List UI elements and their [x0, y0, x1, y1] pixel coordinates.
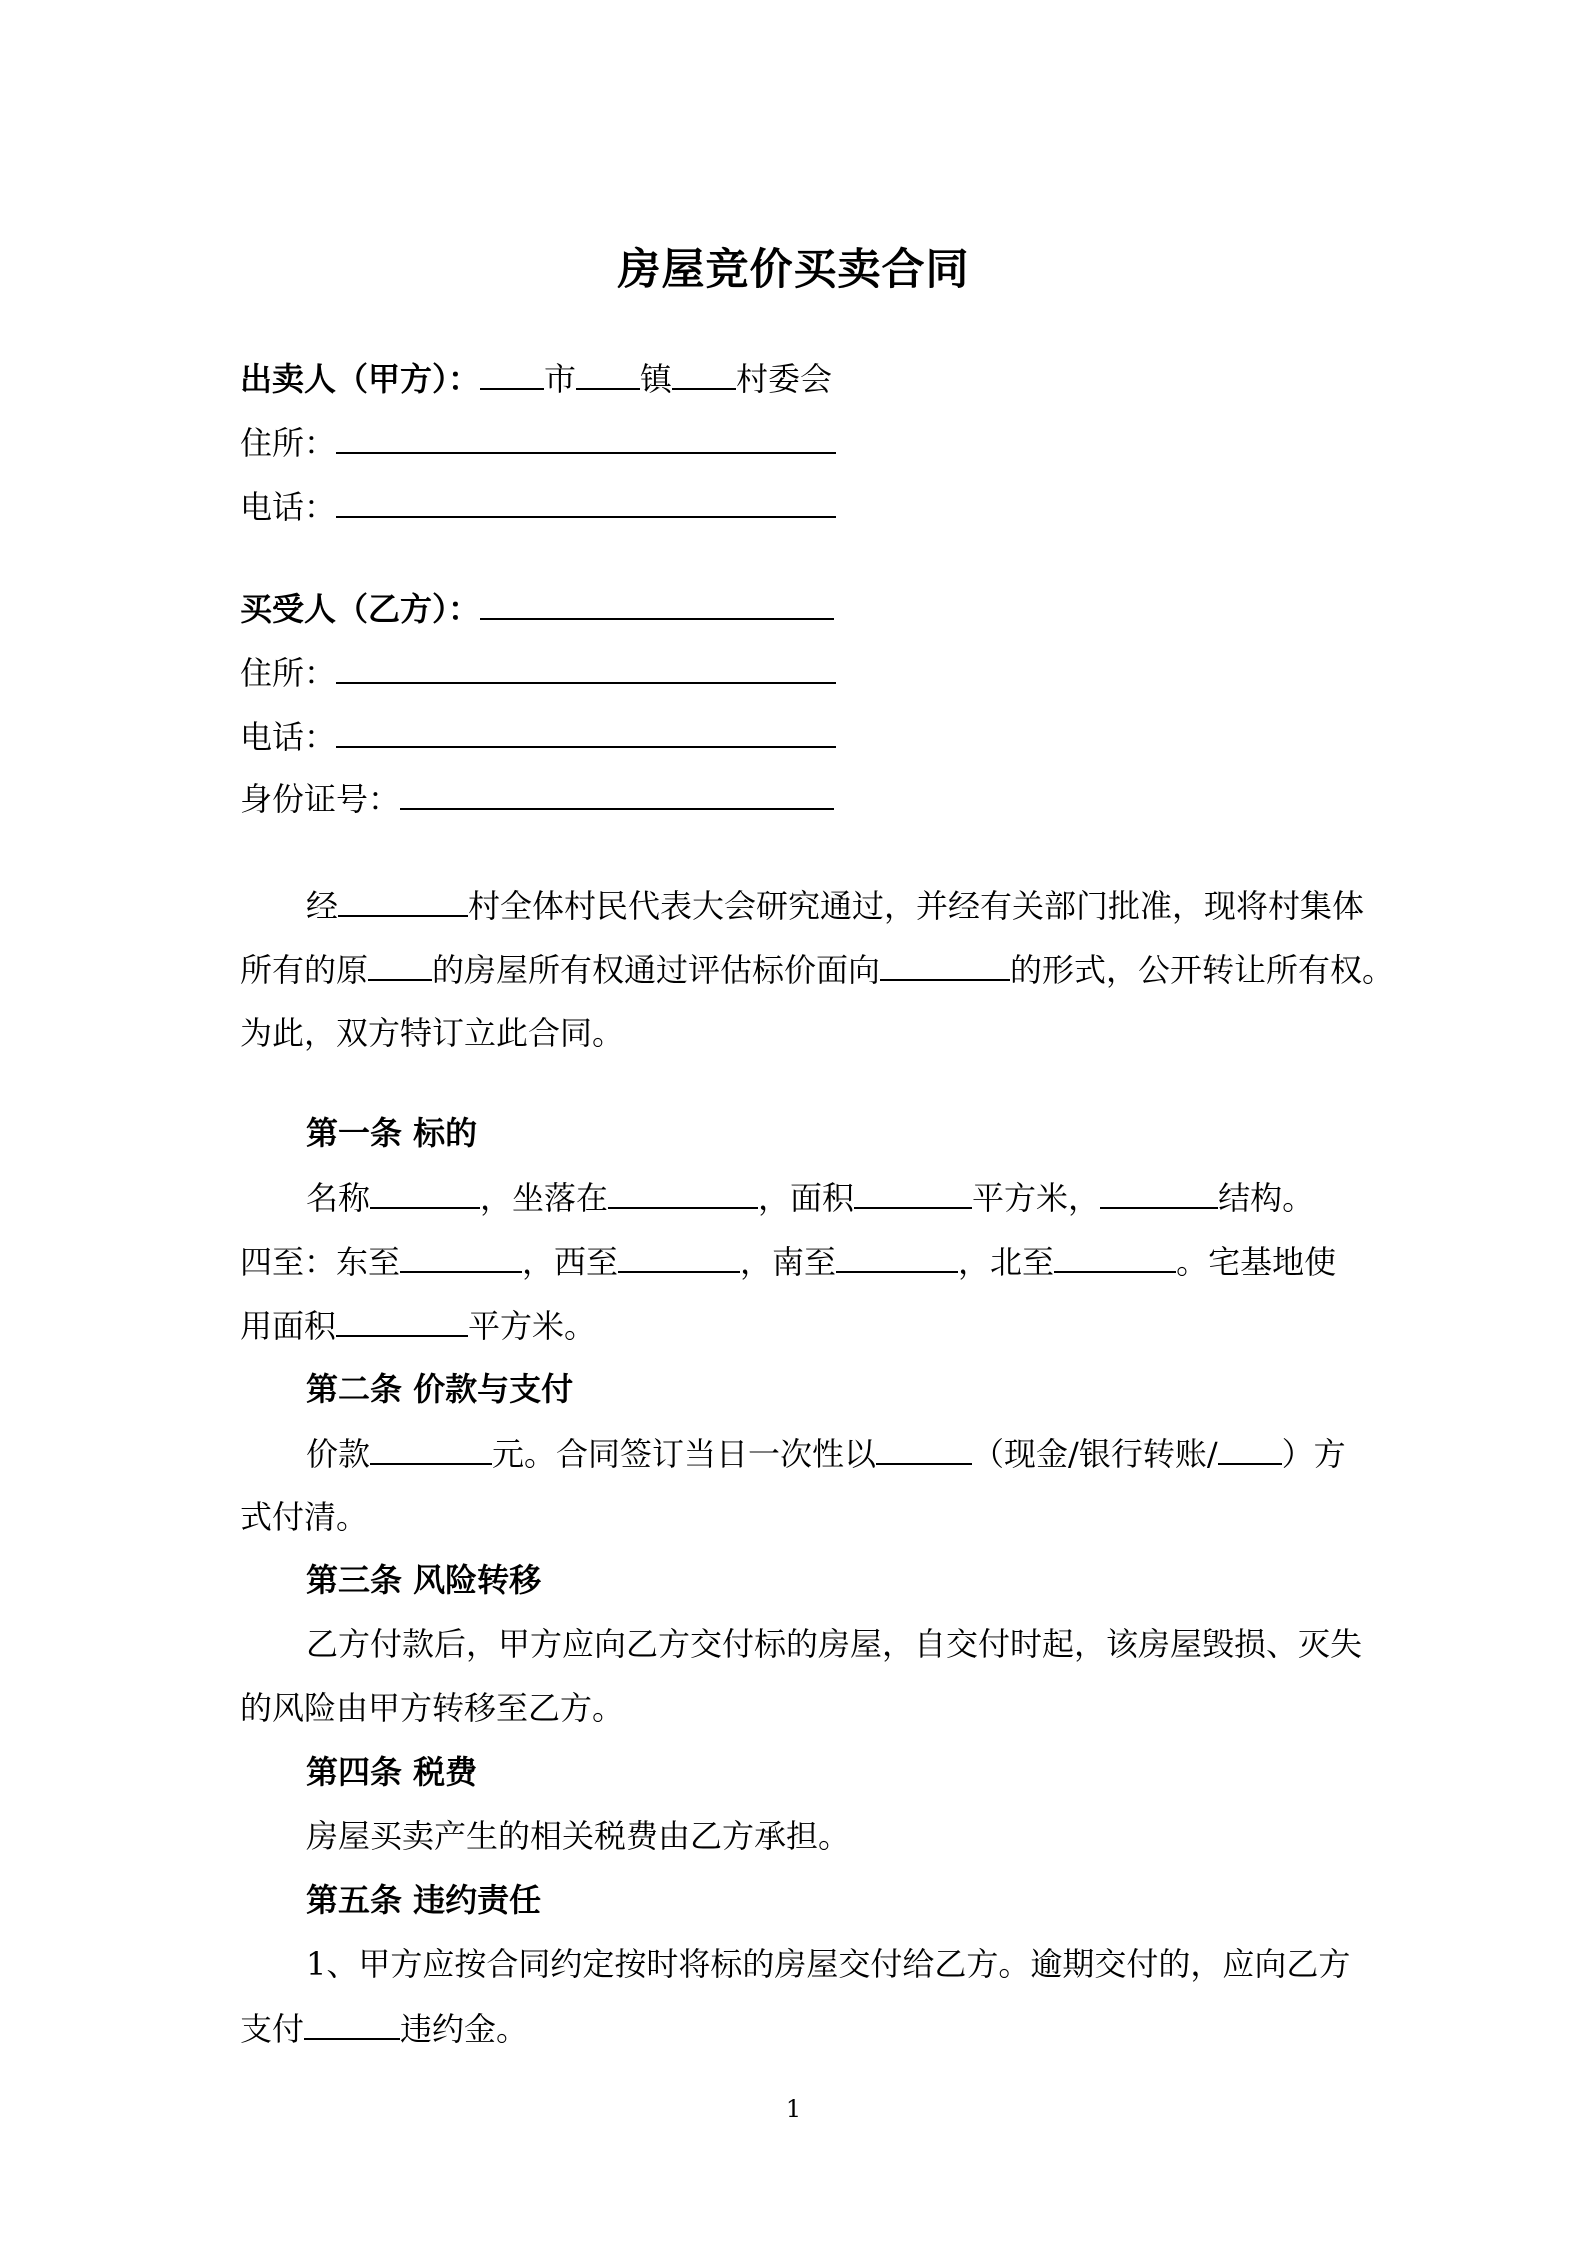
- east-blank: [400, 1241, 522, 1273]
- article-5-line-2: [240, 2008, 528, 2049]
- preamble-text: 的形式，公开转让所有权。: [1010, 951, 1395, 989]
- west-blank: [618, 1241, 740, 1273]
- article-text: ，面积: [758, 1179, 855, 1217]
- buyer-phone-blank: [336, 716, 836, 748]
- preamble-line-3: 为此，双方特订立此合同。: [240, 1014, 625, 1052]
- article-text: 平方米。: [468, 1307, 597, 1345]
- preamble-text: 经: [306, 887, 339, 925]
- seller-address-label: 住所：: [240, 424, 337, 462]
- article-text: 元。合同签订当日一次性以: [492, 1435, 877, 1473]
- article-3-line-2: 的风险由甲方转移至乙方。: [240, 1689, 625, 1727]
- town-blank: [576, 358, 640, 390]
- article-4-heading: 第四条 税费: [306, 1753, 478, 1791]
- article-5-line-1: 1、甲方应按合同约定按时将标的房屋交付给乙方。逾期交付的，应向乙方: [306, 1945, 1351, 1983]
- buyer-address-blank: [336, 652, 836, 684]
- village-name-blank: [338, 885, 468, 917]
- preamble-text: 所有的原: [240, 951, 369, 989]
- article-text: 。宅基地使: [1176, 1243, 1337, 1281]
- seller-address-blank: [336, 422, 836, 454]
- buyer-address-line: [240, 652, 836, 693]
- article-text: ，西至: [522, 1243, 619, 1281]
- buyer-phone-line: [240, 716, 836, 757]
- article-1-line-2: [240, 1241, 1336, 1282]
- town-suffix: 镇: [640, 360, 673, 398]
- article-3-line-1: 乙方付款后，甲方应向乙方交付标的房屋，自交付时起，该房屋毁损、灭失: [306, 1625, 1363, 1663]
- audience-blank: [880, 949, 1010, 981]
- payment-method-blank: [876, 1433, 972, 1465]
- preamble-line-1: [306, 885, 1364, 926]
- article-2-line-1: [306, 1433, 1346, 1474]
- buyer-id-line: [240, 778, 834, 819]
- article-text: 支付: [240, 2010, 305, 2048]
- article-text: 四至：东至: [240, 1243, 401, 1281]
- article-1-line-3: [240, 1305, 596, 1346]
- article-5-heading: 第五条 违约责任: [306, 1881, 542, 1919]
- seller-line: [240, 358, 832, 399]
- village-blank: [672, 358, 736, 390]
- article-1-line-1: [306, 1177, 1314, 1218]
- buyer-label: 买受人（乙方）：: [240, 590, 481, 628]
- article-2-heading: 第二条 价款与支付: [306, 1370, 574, 1408]
- article-text: ，南至: [740, 1243, 837, 1281]
- buyer-line: [240, 588, 834, 629]
- price-blank: [370, 1433, 492, 1465]
- article-text: ）方: [1281, 1435, 1346, 1473]
- city-blank: [480, 358, 544, 390]
- article-text: 平方米，: [972, 1179, 1101, 1217]
- area-blank: [854, 1177, 972, 1209]
- seller-address-line: [240, 422, 836, 463]
- article-text: ，北至: [958, 1243, 1055, 1281]
- preamble-line-2: [240, 949, 1394, 990]
- original-blank: [368, 949, 432, 981]
- buyer-phone-label: 电话：: [240, 718, 337, 756]
- name-blank: [370, 1177, 480, 1209]
- south-blank: [836, 1241, 958, 1273]
- penalty-blank: [304, 2008, 400, 2040]
- homestead-area-blank: [336, 1305, 468, 1337]
- buyer-address-label: 住所：: [240, 654, 337, 692]
- seller-phone-line: [240, 486, 836, 527]
- buyer-id-blank: [400, 778, 834, 810]
- village-suffix: 村委会: [736, 360, 833, 398]
- article-text: 价款: [306, 1435, 371, 1473]
- article-text: 结构。: [1218, 1179, 1315, 1217]
- preamble-text: 村全体村民代表大会研究通过，并经有关部门批准，现将村集体: [468, 887, 1365, 925]
- structure-blank: [1100, 1177, 1218, 1209]
- north-blank: [1054, 1241, 1176, 1273]
- article-2-line-2: 式付清。: [240, 1498, 369, 1536]
- buyer-id-label: 身份证号：: [240, 780, 401, 818]
- other-method-blank: [1218, 1433, 1282, 1465]
- article-text: 名称: [306, 1179, 371, 1217]
- article-text: ，坐落在: [480, 1179, 609, 1217]
- city-suffix: 市: [544, 360, 577, 398]
- document-title: 房屋竞价买卖合同: [617, 245, 970, 295]
- article-3-heading: 第三条 风险转移: [306, 1561, 542, 1599]
- article-text: 用面积: [240, 1307, 337, 1345]
- preamble-text: 的房屋所有权通过评估标价面向: [432, 951, 881, 989]
- seller-label: 出卖人（甲方）：: [240, 360, 481, 398]
- buyer-name-blank: [480, 588, 834, 620]
- seller-phone-label: 电话：: [240, 488, 337, 526]
- article-4-line-1: 房屋买卖产生的相关税费由乙方承担。: [306, 1817, 851, 1855]
- seller-phone-blank: [336, 486, 836, 518]
- article-1-heading: 第一条 标的: [306, 1114, 478, 1152]
- page-number: 1: [785, 2095, 802, 2123]
- location-blank: [608, 1177, 758, 1209]
- article-text: （现金/银行转账/: [972, 1435, 1218, 1473]
- article-text: 违约金。: [400, 2010, 529, 2048]
